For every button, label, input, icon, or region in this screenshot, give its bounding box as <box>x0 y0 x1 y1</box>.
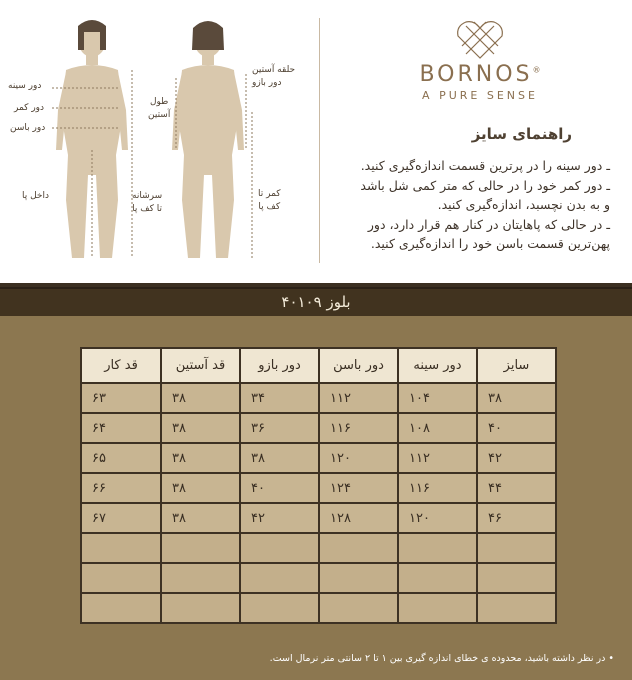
table-cell-empty <box>398 533 477 563</box>
measurement-note: • در نظر داشته باشید، محدوده ی خطای اندازه گیری بین ۱ تا ۲ سانتی متر نرمال است. <box>269 653 614 664</box>
table-row <box>81 413 556 443</box>
table-cell: ۱۲۴ <box>319 473 398 503</box>
table-cell: ۴۴ <box>477 473 556 503</box>
instruction-line: و به بدن نچسبد، اندازه‌گیری کنید. <box>437 197 610 213</box>
header-cell-length: قد کار <box>81 348 161 383</box>
table-cell-empty <box>81 533 161 563</box>
size-table-header-row <box>81 348 556 383</box>
table-cell-empty <box>240 563 319 593</box>
table-cell: ۱۱۶ <box>398 473 477 503</box>
table-cell-empty <box>161 563 240 593</box>
label-hip: دور باسن <box>10 123 46 133</box>
size-table <box>80 347 557 624</box>
header-cell-bust: دور سینه <box>398 348 477 383</box>
table-cell: ۳۶ <box>240 413 319 443</box>
size-guide-title: راهنمای سایز <box>471 125 572 143</box>
product-title: بلوز ۴۰۱۰۹ <box>281 293 351 311</box>
table-cell-empty <box>161 593 240 623</box>
table-cell: ۴۰ <box>240 473 319 503</box>
table-cell-empty <box>319 593 398 623</box>
table-cell-empty <box>319 563 398 593</box>
table-cell-empty <box>81 593 161 623</box>
table-cell: ۶۴ <box>81 413 161 443</box>
table-cell: ۴۰ <box>477 413 556 443</box>
table-cell: ۳۸ <box>161 443 240 473</box>
table-cell: ۳۸ <box>477 383 556 413</box>
label-waist: دور کمر <box>14 103 45 113</box>
table-cell-empty <box>477 563 556 593</box>
table-row <box>81 503 556 533</box>
body-silhouettes-icon <box>0 0 318 283</box>
size-guide-header <box>0 0 632 283</box>
product-title-bar <box>0 287 632 318</box>
header-cell-size: سایز <box>477 348 556 383</box>
body-measurement-figures <box>0 0 318 283</box>
table-cell-empty <box>319 533 398 563</box>
table-cell: ۱۱۲ <box>319 383 398 413</box>
table-cell: ۶۶ <box>81 473 161 503</box>
table-cell-empty <box>81 563 161 593</box>
table-row <box>81 383 556 413</box>
table-cell: ۳۸ <box>240 443 319 473</box>
instruction-line: پهن‌ترین قسمت باسن خود را اندازه‌گیری کنید. <box>370 236 610 252</box>
bornos-logo-icon <box>454 18 506 60</box>
table-row <box>81 473 556 503</box>
header-cell-arm: دور بازو <box>240 348 319 383</box>
label-bust: دور سینه <box>8 81 42 91</box>
table-cell: ۱۲۸ <box>319 503 398 533</box>
instruction-line: ـ در حالی که پاهایتان در کنار هم قرار دارد، دور <box>367 216 610 232</box>
table-cell-empty <box>477 593 556 623</box>
brand-tagline: A PURE SENSE <box>422 89 538 102</box>
table-cell: ۱۰۸ <box>398 413 477 443</box>
table-cell: ۳۸ <box>161 503 240 533</box>
table-cell: ۳۴ <box>240 383 319 413</box>
brand-name: BORNOS® <box>419 62 541 87</box>
label-arm-circ: دور بازو <box>252 78 282 88</box>
table-cell: ۱۱۶ <box>319 413 398 443</box>
label-inseam: داخل پا <box>22 191 49 201</box>
label-sleeve-ring: حلقه آستین <box>252 65 296 75</box>
table-cell: ۶۷ <box>81 503 161 533</box>
brand-block <box>380 18 580 102</box>
table-cell-empty <box>398 593 477 623</box>
table-row-empty <box>81 533 556 563</box>
table-cell: ۱۰۴ <box>398 383 477 413</box>
table-cell-empty <box>477 533 556 563</box>
size-guide-instructions <box>318 156 610 254</box>
table-row-empty <box>81 563 556 593</box>
table-cell: ۴۶ <box>477 503 556 533</box>
table-cell-empty <box>161 533 240 563</box>
table-row-empty <box>81 593 556 623</box>
table-cell-empty <box>240 593 319 623</box>
table-cell: ۳۸ <box>161 473 240 503</box>
header-cell-sleeve: قد آستین <box>161 348 240 383</box>
label-waist-to-floor: کمر تا کف پا <box>258 189 281 212</box>
table-cell: ۱۲۰ <box>398 503 477 533</box>
header-cell-hip: دور باسن <box>319 348 398 383</box>
table-cell: ۱۲۰ <box>319 443 398 473</box>
instruction-line: ـ دور سینه را در پرترین قسمت اندازه‌گیری کنید. <box>360 158 610 173</box>
table-cell: ۱۱۲ <box>398 443 477 473</box>
label-sleeve-length: طول آستین <box>148 97 171 120</box>
instruction-line: ـ دور کمر خود را در حالی که متر کمی شل باشد <box>360 177 610 193</box>
table-cell: ۴۲ <box>240 503 319 533</box>
table-cell-empty <box>398 563 477 593</box>
table-cell: ۳۸ <box>161 413 240 443</box>
label-shoulder-to-floor: سرشانه تا کف پا <box>132 191 163 214</box>
table-cell: ۴۲ <box>477 443 556 473</box>
table-cell: ۶۵ <box>81 443 161 473</box>
table-cell-empty <box>240 533 319 563</box>
table-row <box>81 443 556 473</box>
table-cell: ۳۸ <box>161 383 240 413</box>
table-cell: ۶۳ <box>81 383 161 413</box>
